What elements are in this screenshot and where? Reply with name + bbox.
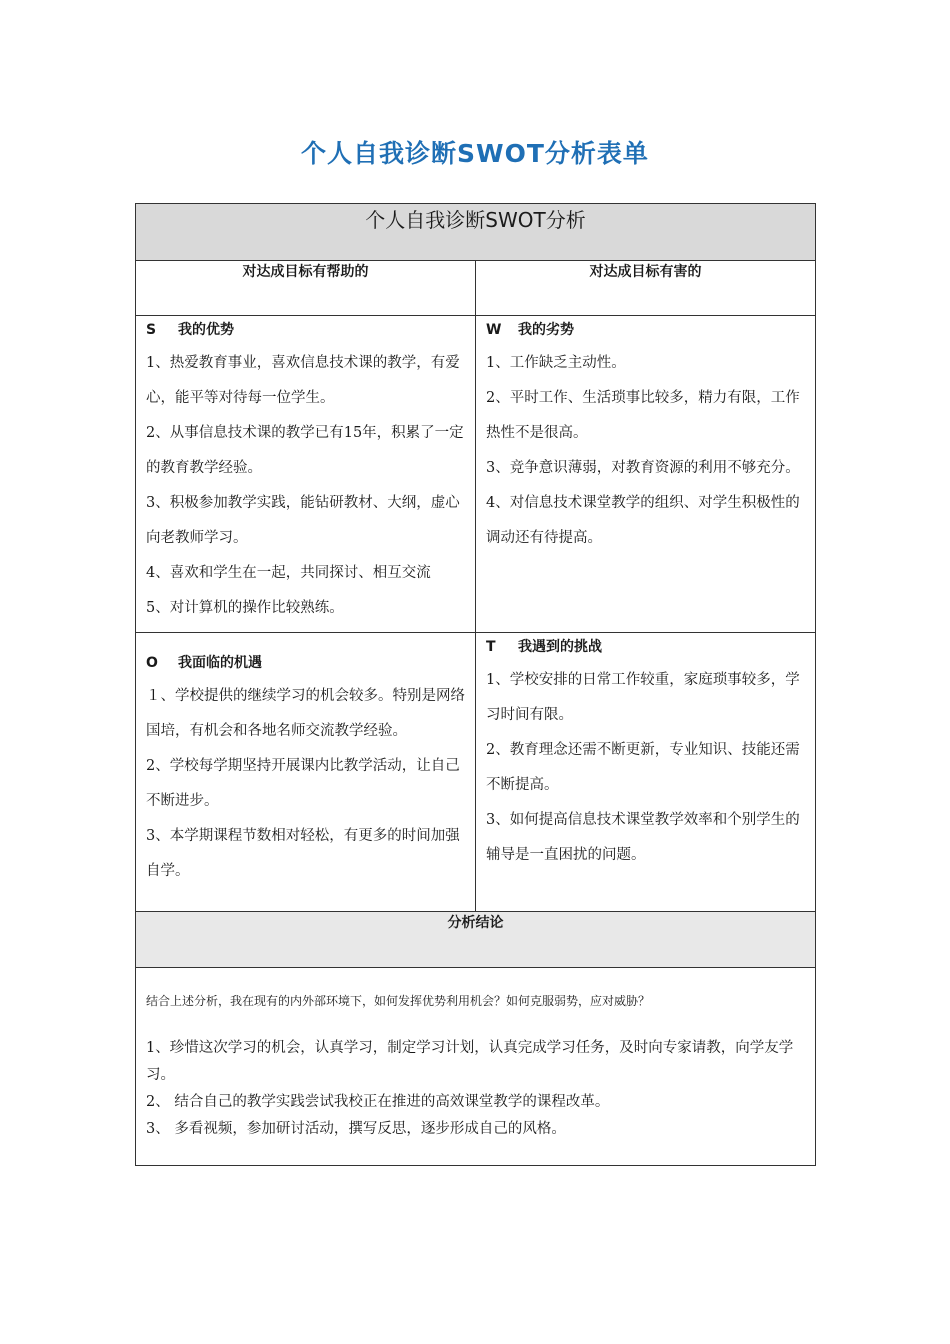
column-header-helpful: 对达成目标有帮助的 bbox=[136, 261, 476, 316]
weaknesses-cell bbox=[476, 316, 816, 633]
weaknesses-letter: W bbox=[486, 322, 502, 338]
conclusion-cell bbox=[136, 968, 816, 1166]
column-header-harmful: 对达成目标有害的 bbox=[476, 261, 816, 316]
conclusion-header: 分析结论 bbox=[136, 912, 816, 968]
strength-item: 1、热爱教育事业，喜欢信息技术课的教学，有爱心，能平等对待每一位学生。 bbox=[146, 355, 460, 406]
weaknesses-heading bbox=[486, 318, 807, 342]
opportunities-heading bbox=[146, 651, 467, 675]
threats-letter: T bbox=[486, 639, 496, 655]
conclusion-intro: 结合上述分析，我在现有的内外部环境下，如何发挥优势利用机会？如何克服弱势，应对威胁？ bbox=[146, 994, 651, 1008]
conclusion-item: 3、 多看视频，参加研讨活动，撰写反思，逐步形成自己的风格。 bbox=[146, 1121, 566, 1137]
weakness-item: 4、对信息技术课堂教学的组织、对学生积极性的调动还有待提高。 bbox=[486, 495, 800, 546]
swot-table bbox=[135, 203, 816, 1166]
threat-item: 1、学校安排的日常工作较重，家庭琐事较多，学习时间有限。 bbox=[486, 672, 800, 723]
weakness-item: 3、竞争意识薄弱，对教育资源的利用不够充分。 bbox=[486, 460, 800, 476]
threats-heading bbox=[486, 635, 807, 659]
opportunity-item: 2、学校每学期坚持开展课内比教学活动，让自己不断进步。 bbox=[146, 758, 460, 809]
strengths-letter: S bbox=[146, 322, 157, 338]
strengths-heading bbox=[146, 318, 467, 342]
threats-cell bbox=[476, 633, 816, 912]
table-header: 个人自我诊断SWOT分析 bbox=[136, 204, 816, 261]
threat-item: 2、教育理念还需不断更新，专业知识、技能还需不断提高。 bbox=[486, 742, 800, 793]
weakness-item: 2、平时工作、生活琐事比较多，精力有限，工作热性不是很高。 bbox=[486, 390, 800, 441]
opportunities-letter: O bbox=[146, 655, 158, 671]
strengths-title: 我的优势 bbox=[178, 322, 234, 338]
weaknesses-title: 我的劣势 bbox=[518, 322, 574, 338]
conclusion-item: 2、 结合自己的教学实践尝试我校正在推进的高效课堂教学的课程改革。 bbox=[146, 1094, 610, 1110]
strength-item: 3、积极参加教学实践，能钻研教材、大纲，虚心向老教师学习。 bbox=[146, 495, 460, 546]
weakness-item: 1、工作缺乏主动性。 bbox=[486, 355, 626, 371]
threats-title: 我遇到的挑战 bbox=[518, 639, 602, 655]
strength-item: 5、对计算机的操作比较熟练。 bbox=[146, 600, 344, 616]
opportunities-cell bbox=[136, 633, 476, 912]
strength-item: 4、喜欢和学生在一起，共同探讨、相互交流 bbox=[146, 565, 431, 581]
strength-item: 2、从事信息技术课的教学已有15年，积累了一定的教育教学经验。 bbox=[146, 425, 464, 476]
opportunity-item: 3、本学期课程节数相对轻松，有更多的时间加强自学。 bbox=[146, 828, 460, 879]
threat-item: 3、如何提高信息技术课堂教学效率和个别学生的辅导是一直困扰的问题。 bbox=[486, 812, 800, 863]
strengths-cell bbox=[136, 316, 476, 633]
opportunity-item: １、学校提供的继续学习的机会较多。特别是网络国培，有机会和各地名师交流教学经验。 bbox=[146, 688, 465, 739]
document-title: 个人自我诊断SWOT分析表单 bbox=[301, 139, 649, 168]
opportunities-title: 我面临的机遇 bbox=[178, 655, 262, 671]
conclusion-item: 1、珍惜这次学习的机会，认真学习，制定学习计划，认真完成学习任务，及时向专家请教，向学友学习。 bbox=[146, 1040, 794, 1083]
